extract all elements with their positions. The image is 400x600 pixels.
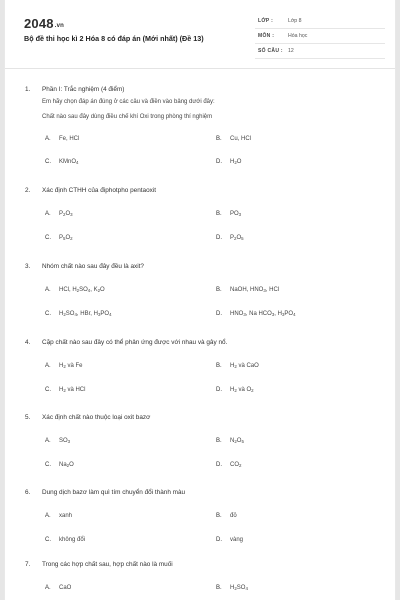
question-text: Cặp chất nào sau đây có thể phản ứng được với nhau và gây nổ.	[42, 339, 228, 346]
option-b[interactable]: B. NaOH, $HNO_3$, HCl	[216, 287, 280, 293]
option-a[interactable]: A. xanh	[45, 513, 73, 519]
question-text: Xác định CTHH của điphotpho pentaoxit	[42, 187, 157, 194]
question-number: 5.	[25, 414, 31, 421]
option-a[interactable]: A. $H_2$ và Fe	[45, 363, 83, 369]
option-c[interactable]: C. $H_2$ và HCl	[45, 387, 86, 393]
option-d[interactable]: D. $CO_2$	[216, 462, 242, 468]
meta-label: MÔN :	[258, 33, 275, 39]
site-logo[interactable]: 2048.vn	[24, 16, 65, 31]
option-b[interactable]: B. Cu, HCl	[216, 136, 252, 142]
document-title: Bộ đề thi học kì 2 Hóa 8 có đáp án (Mới nhất) (Đề 13)	[24, 34, 204, 43]
question-number: 4.	[25, 339, 31, 346]
option-d[interactable]: D. $H_2$ và $O_2$	[216, 387, 254, 393]
meta-row-question-count	[255, 44, 385, 59]
option-a[interactable]: A. CaO	[45, 585, 72, 591]
document-header	[5, 0, 395, 69]
option-a[interactable]: A. HCl, $H_2SO_4$, $K_2O$	[45, 287, 105, 293]
option-a[interactable]: A. $P_2O_3$	[45, 211, 73, 217]
option-b[interactable]: B. $H_2$ và CaO	[216, 363, 259, 369]
option-b[interactable]: B. $N_2O_5$	[216, 438, 244, 444]
option-c[interactable]: C. $H_2SO_4$, HBr, $H_3PO_4$	[45, 311, 112, 317]
option-c[interactable]: C. không đổi	[45, 537, 86, 543]
meta-label: LỚP :	[258, 18, 274, 24]
option-d[interactable]: D. vàng	[216, 537, 244, 543]
question-text: Nhóm chất nào sau đây đều là axit?	[42, 263, 144, 270]
option-d[interactable]: D. $H_2O$	[216, 159, 242, 165]
option-b[interactable]: B. $PO_3$	[216, 211, 242, 217]
option-b[interactable]: B. $H_2SO_4$	[216, 585, 248, 591]
question-number: 7.	[25, 561, 31, 568]
option-a[interactable]: A. Fe, HCl	[45, 136, 80, 142]
question-number: 1.	[25, 86, 31, 93]
option-b[interactable]: B. đỏ	[216, 513, 237, 519]
meta-value: 12	[288, 48, 294, 54]
question-number: 6.	[25, 489, 31, 496]
option-d[interactable]: D. $HNO_3$, Na $HCO_3$, $H_3PO_4$	[216, 311, 296, 317]
question-text: Phần I: Trắc nghiệm (4 điểm)	[42, 86, 125, 93]
option-d[interactable]: D. $P_2O_5$	[216, 235, 244, 241]
option-c[interactable]: C. $Na_2O$	[45, 462, 74, 468]
meta-row-subject	[255, 29, 385, 44]
question-text: Xác định chất nào thuộc loại oxit bazơ	[42, 414, 151, 421]
document-page	[4, 0, 396, 600]
question-number: 2.	[25, 187, 31, 194]
option-c[interactable]: C. KMnO$_4$	[45, 159, 79, 165]
meta-label: SỐ CÂU :	[258, 48, 283, 54]
option-c[interactable]: C. $P_5O_2$	[45, 235, 73, 241]
question-number: 3.	[25, 263, 31, 270]
meta-row-grade	[255, 14, 385, 29]
document-meta	[255, 14, 385, 59]
option-a[interactable]: A. $SO_3$	[45, 438, 71, 444]
question-subtext: Chất nào sau đây dùng điều chế khí Oxi trong phòng thí nghiệm	[42, 114, 213, 120]
meta-value: Lớp 8	[288, 18, 302, 24]
question-text: Dung dịch bazơ làm quì tím chuyển đổi thành màu	[42, 489, 186, 496]
meta-value: Hóa học	[288, 33, 308, 39]
question-instruction: Em hãy chọn đáp án đúng ở các câu và điền vào bảng dưới đây:	[42, 99, 215, 105]
question-text: Trong các hợp chất sau, hợp chất nào là muối	[42, 561, 173, 568]
